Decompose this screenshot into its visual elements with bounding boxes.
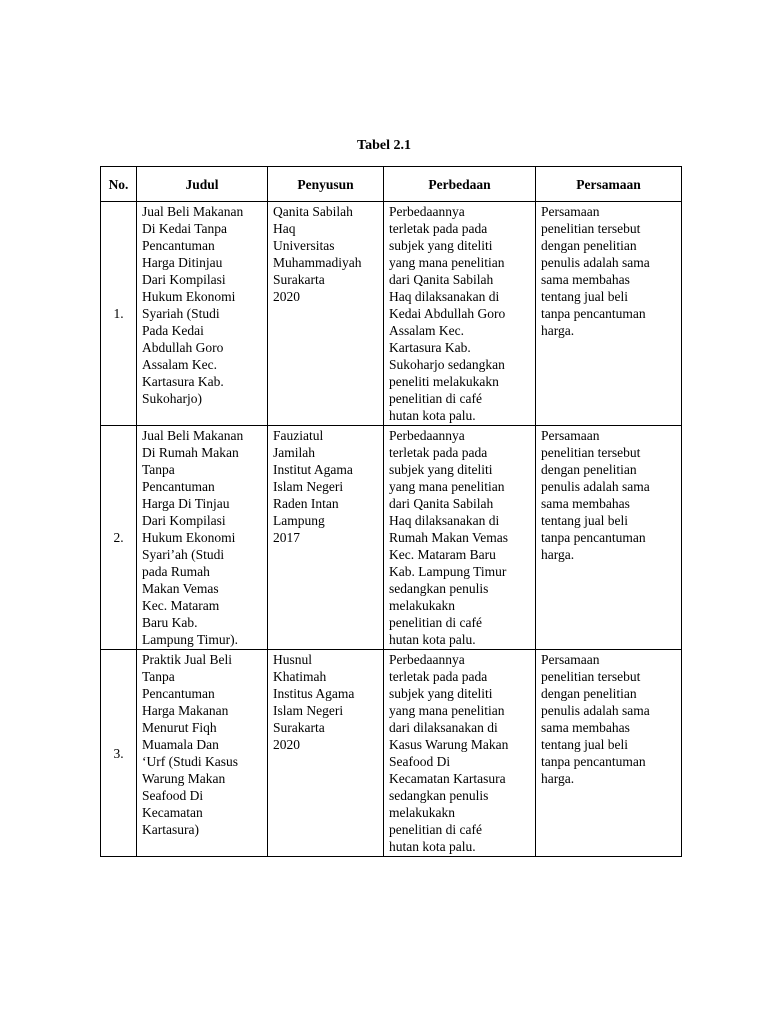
perbedaan-text: Perbedaannya terletak pada pada subjek yang diteliti yang mana penelitian dari Qanita Sabilah Haq dilaksanakan di Rumah Makan Vemas Kec. Mataram Baru Kab. Lampung Timur sedangkan penulis melakukakn penelitian di café hutan kota palu. <box>389 428 508 647</box>
cell-judul <box>137 202 268 426</box>
cell-perbedaan <box>384 202 536 426</box>
cell-penyusun <box>268 650 384 857</box>
header-persamaan: Persamaan <box>536 167 682 202</box>
cell-persamaan <box>536 202 682 426</box>
cell-penyusun <box>268 426 384 650</box>
cell-no: 1. <box>101 202 137 426</box>
header-no: No. <box>101 167 137 202</box>
header-judul: Judul <box>137 167 268 202</box>
perbedaan-text: Perbedaannya terletak pada pada subjek yang diteliti yang mana penelitian dari dilaksanakan di Kasus Warung Makan Seafood Di Kecamatan Kartasura sedangkan penulis melakukakn penelitian di café hutan kota palu. <box>389 652 509 854</box>
cell-perbedaan <box>384 650 536 857</box>
header-penyusun: Penyusun <box>268 167 384 202</box>
penyusun-text: Fauziatul Jamilah Institut Agama Islam Negeri Raden Intan Lampung 2017 <box>273 428 353 545</box>
header-perbedaan: Perbedaan <box>384 167 536 202</box>
table-row <box>101 650 682 857</box>
judul-text: Praktik Jual Beli Tanpa Pencantuman Harga Makanan Menurut Fiqh Muamala Dan ‘Urf (Studi Kasus Warung Makan Seafood Di Kecamatan Kartasura) <box>142 652 238 837</box>
cell-penyusun <box>268 202 384 426</box>
table-row <box>101 202 682 426</box>
cell-no: 3. <box>101 650 137 857</box>
persamaan-text: Persamaan penelitian tersebut dengan penelitian penulis adalah sama sama membahas tentang jual beli tanpa pencantuman harga. <box>541 204 650 338</box>
judul-text: Jual Beli Makanan Di Kedai Tanpa Pencantuman Harga Ditinjau Dari Kompilasi Hukum Ekonomi Syariah (Studi Pada Kedai Abdullah Goro Assalam Kec. Kartasura Kab. Sukoharjo) <box>142 204 244 406</box>
literature-review-table <box>100 166 682 857</box>
cell-persamaan <box>536 426 682 650</box>
persamaan-text: Persamaan penelitian tersebut dengan penelitian penulis adalah sama sama membahas tentang jual beli tanpa pencantuman harga. <box>541 652 650 786</box>
cell-perbedaan <box>384 426 536 650</box>
cell-no: 2. <box>101 426 137 650</box>
perbedaan-text: Perbedaannya terletak pada pada subjek yang diteliti yang mana penelitian dari Qanita Sabilah Haq dilaksanakan di Kedai Abdullah Goro Assalam Kec. Kartasura Kab. Sukoharjo sedangkan peneliti melakukakn penelitian di café hutan kota palu. <box>389 204 506 423</box>
cell-persamaan <box>536 650 682 857</box>
penyusun-text: Qanita Sabilah Haq Universitas Muhammadiyah Surakarta 2020 <box>273 204 362 304</box>
persamaan-text: Persamaan penelitian tersebut dengan penelitian penulis adalah sama sama membahas tentang jual beli tanpa pencantuman harga. <box>541 428 650 562</box>
cell-judul <box>137 426 268 650</box>
table-row <box>101 426 682 650</box>
cell-judul <box>137 650 268 857</box>
penyusun-text: Husnul Khatimah Institus Agama Islam Negeri Surakarta 2020 <box>273 652 355 752</box>
table-caption: Tabel 2.1 <box>357 138 411 153</box>
judul-text: Jual Beli Makanan Di Rumah Makan Tanpa Pencantuman Harga Di Tinjau Dari Kompilasi Hukum Ekonomi Syari’ah (Studi pada Rumah Makan Vemas Kec. Mataram Baru Kab. Lampung Timur). <box>142 428 244 647</box>
table-header-row <box>101 167 682 202</box>
